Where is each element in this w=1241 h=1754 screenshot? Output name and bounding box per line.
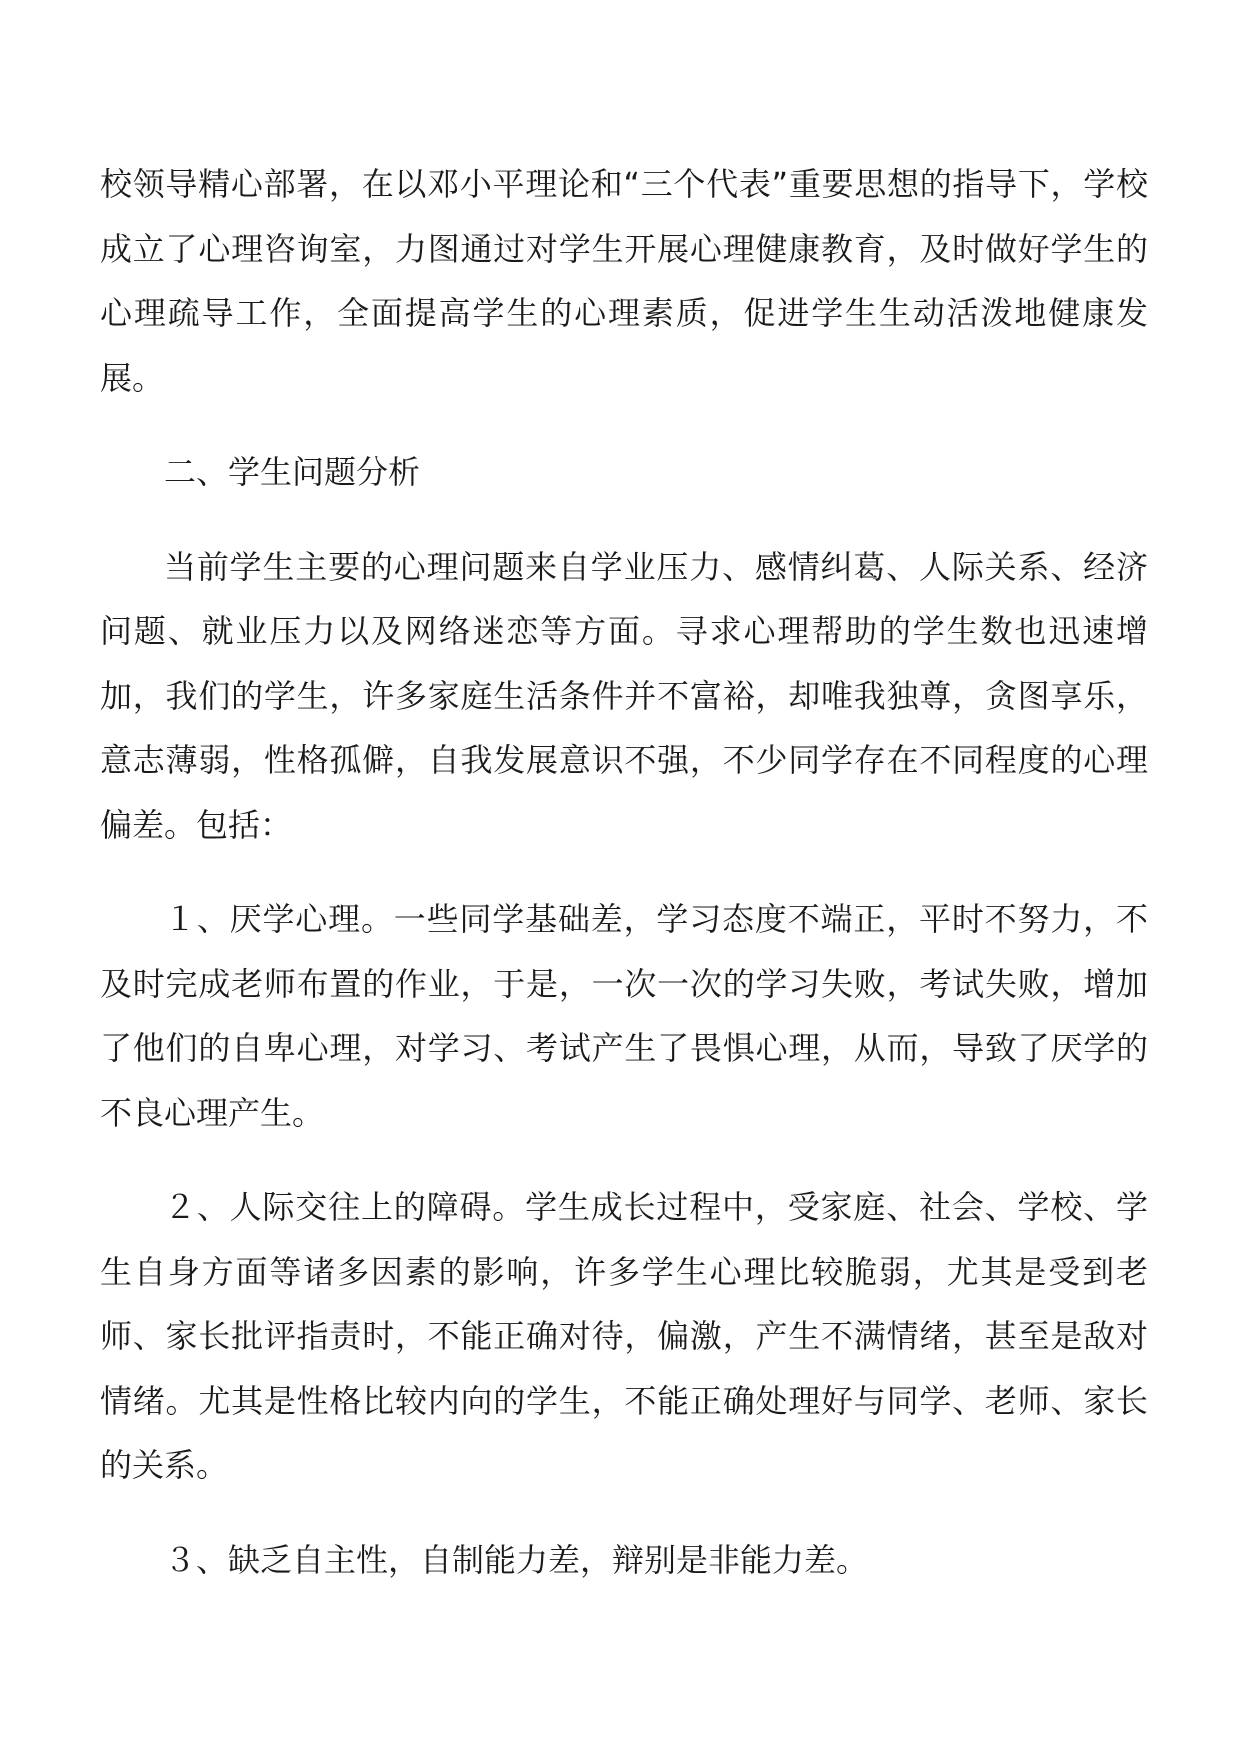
section-heading-student-problems: 二、学生问题分析 [164, 453, 421, 491]
paragraph-item-3: ３、缺乏自主性，自制能力差，辩别是非能力差。 [164, 1540, 869, 1579]
document-body [100, 152, 1148, 1592]
paragraph-intro: 校领导精心部署，在以邓小平理论和“三个代表”重要思想的指导下，学校成立了心理咨询室，力图通过对学生开展心理健康教育，及时做好学生的心理疏导工作，全面提高学生的心理素质，促进学生生动活泼地健康发展。 [100, 165, 1148, 397]
paragraph-problem-overview: 当前学生主要的心理问题来自学业压力、感情纠葛、人际关系、经济问题、就业压力以及网络迷恋等方面。寻求心理帮助的学生数也迅速增加，我们的学生，许多家庭生活条件并不富裕，却唯我独尊，贪图享乐，意志薄弱，性格孤僻，自我发展意识不强，不少同学存在不同程度的心理偏差。包括： [100, 547, 1148, 844]
paragraph-item-1: １、厌学心理。一些同学基础差，学习态度不端正，平时不努力，不及时完成老师布置的作业，于是，一次一次的学习失败，考试失败，增加了他们的自卑心理，对学习、考试产生了畏惧心理，从而，导致了厌学的不良心理产生。 [100, 900, 1148, 1132]
paragraph-item-2: ２、人际交往上的障碍。学生成长过程中，受家庭、社会、学校、学生自身方面等诸多因素的影响，许多学生心理比较脆弱，尤其是受到老师、家长批评指责时，不能正确对待，偏激，产生不满情绪，甚至是敌对情绪。尤其是性格比较内向的学生，不能正确处理好与同学、老师、家长的关系。 [100, 1188, 1148, 1484]
